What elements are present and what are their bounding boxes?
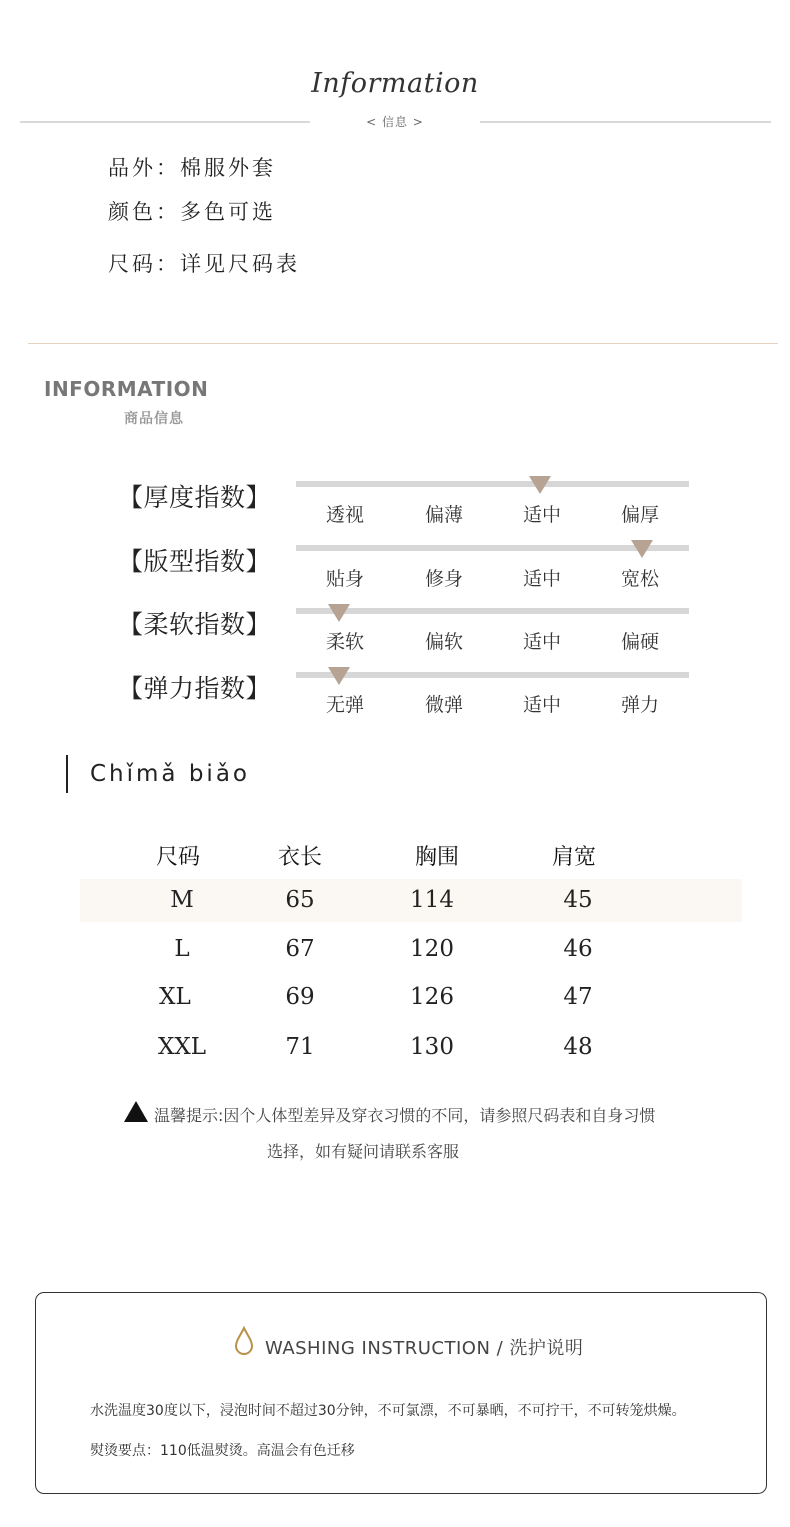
index-option: 微弹 — [424, 694, 463, 716]
table-cell: XL — [159, 984, 191, 1010]
table-cell: 120 — [410, 936, 454, 962]
water-drop-icon — [234, 1326, 254, 1356]
table-cell: 114 — [410, 887, 454, 913]
index-option: 透视 — [325, 504, 364, 526]
index-option: 偏硬 — [620, 631, 659, 653]
index-option: 贴身 — [325, 568, 364, 590]
table-cell: XXL — [157, 1034, 207, 1060]
index-option: 偏软 — [424, 631, 463, 653]
tip-line-2: 选择，如有疑问请联系客服 — [267, 1142, 460, 1161]
table-cell: M — [170, 887, 194, 913]
chest-header: 胸围 — [414, 845, 459, 870]
table-cell: 47 — [563, 984, 593, 1010]
size-table-title: Chǐmǎ biǎo — [90, 761, 250, 787]
header-script-title: Information — [311, 68, 479, 99]
index-track — [296, 481, 689, 487]
length-header: 衣长 — [277, 845, 322, 870]
product-row-size: 尺码：详见尺码表 — [108, 252, 300, 276]
tip-line-1: 温馨提示:因个人体型差异及穿衣习惯的不同，请参照尺码表和自身习惯 — [154, 1106, 656, 1125]
table-cell: 67 — [285, 936, 315, 962]
index-marker — [631, 540, 653, 558]
index-label: 【厚度指数】 — [118, 483, 272, 512]
index-option: 宽松 — [620, 568, 659, 590]
info-section-subtitle: 商品信息 — [124, 411, 184, 427]
table-cell: 69 — [285, 984, 315, 1010]
index-option: 适中 — [522, 631, 561, 653]
warning-triangle-icon — [124, 1101, 148, 1122]
index-label: 【柔软指数】 — [118, 610, 272, 639]
washing-line-1: 水洗温度30度以下，浸泡时间不超过30分钟，不可氯漂，不可暴晒，不可拧干，不可转笼烘燥。 — [90, 1403, 686, 1419]
size-header: 尺码 — [155, 845, 200, 870]
header-subtitle: < 信息 > — [366, 115, 424, 129]
table-cell: 45 — [563, 887, 593, 913]
index-option: 偏薄 — [424, 504, 463, 526]
index-marker — [529, 476, 551, 494]
table-cell: 48 — [563, 1034, 593, 1060]
section-divider — [28, 343, 778, 344]
index-option: 无弹 — [325, 694, 364, 716]
table-cell: 130 — [410, 1034, 454, 1060]
table-cell: 126 — [410, 984, 454, 1010]
index-label: 【版型指数】 — [118, 547, 272, 576]
header-line-left — [20, 121, 310, 123]
table-cell: 46 — [563, 936, 593, 962]
index-marker — [328, 667, 350, 685]
index-option: 适中 — [522, 568, 561, 590]
washing-line-2: 熨烫要点：110低温熨烫。高温会有色迁移 — [90, 1443, 355, 1459]
washing-title: WASHING INSTRUCTION / 洗护说明 — [265, 1338, 584, 1359]
index-marker — [328, 604, 350, 622]
index-track — [296, 608, 689, 614]
index-option: 弹力 — [620, 694, 659, 716]
index-option: 适中 — [522, 694, 561, 716]
shoulder-header: 肩宽 — [551, 845, 596, 870]
header-line-right — [480, 121, 771, 123]
washing-instruction-box — [35, 1292, 767, 1494]
index-option: 修身 — [424, 568, 463, 590]
index-option: 柔软 — [325, 631, 364, 653]
table-cell: 65 — [285, 887, 315, 913]
size-title-bar — [66, 755, 68, 793]
product-row-type: 品外：棉服外套 — [108, 156, 276, 180]
table-cell: 71 — [285, 1034, 315, 1060]
index-option: 偏厚 — [620, 504, 659, 526]
info-section-title: INFORMATION — [44, 377, 209, 401]
index-label: 【弹力指数】 — [118, 674, 272, 703]
product-row-color: 颜色：多色可选 — [108, 200, 276, 224]
index-option: 适中 — [522, 504, 561, 526]
table-cell: L — [174, 936, 190, 962]
index-track — [296, 672, 689, 678]
